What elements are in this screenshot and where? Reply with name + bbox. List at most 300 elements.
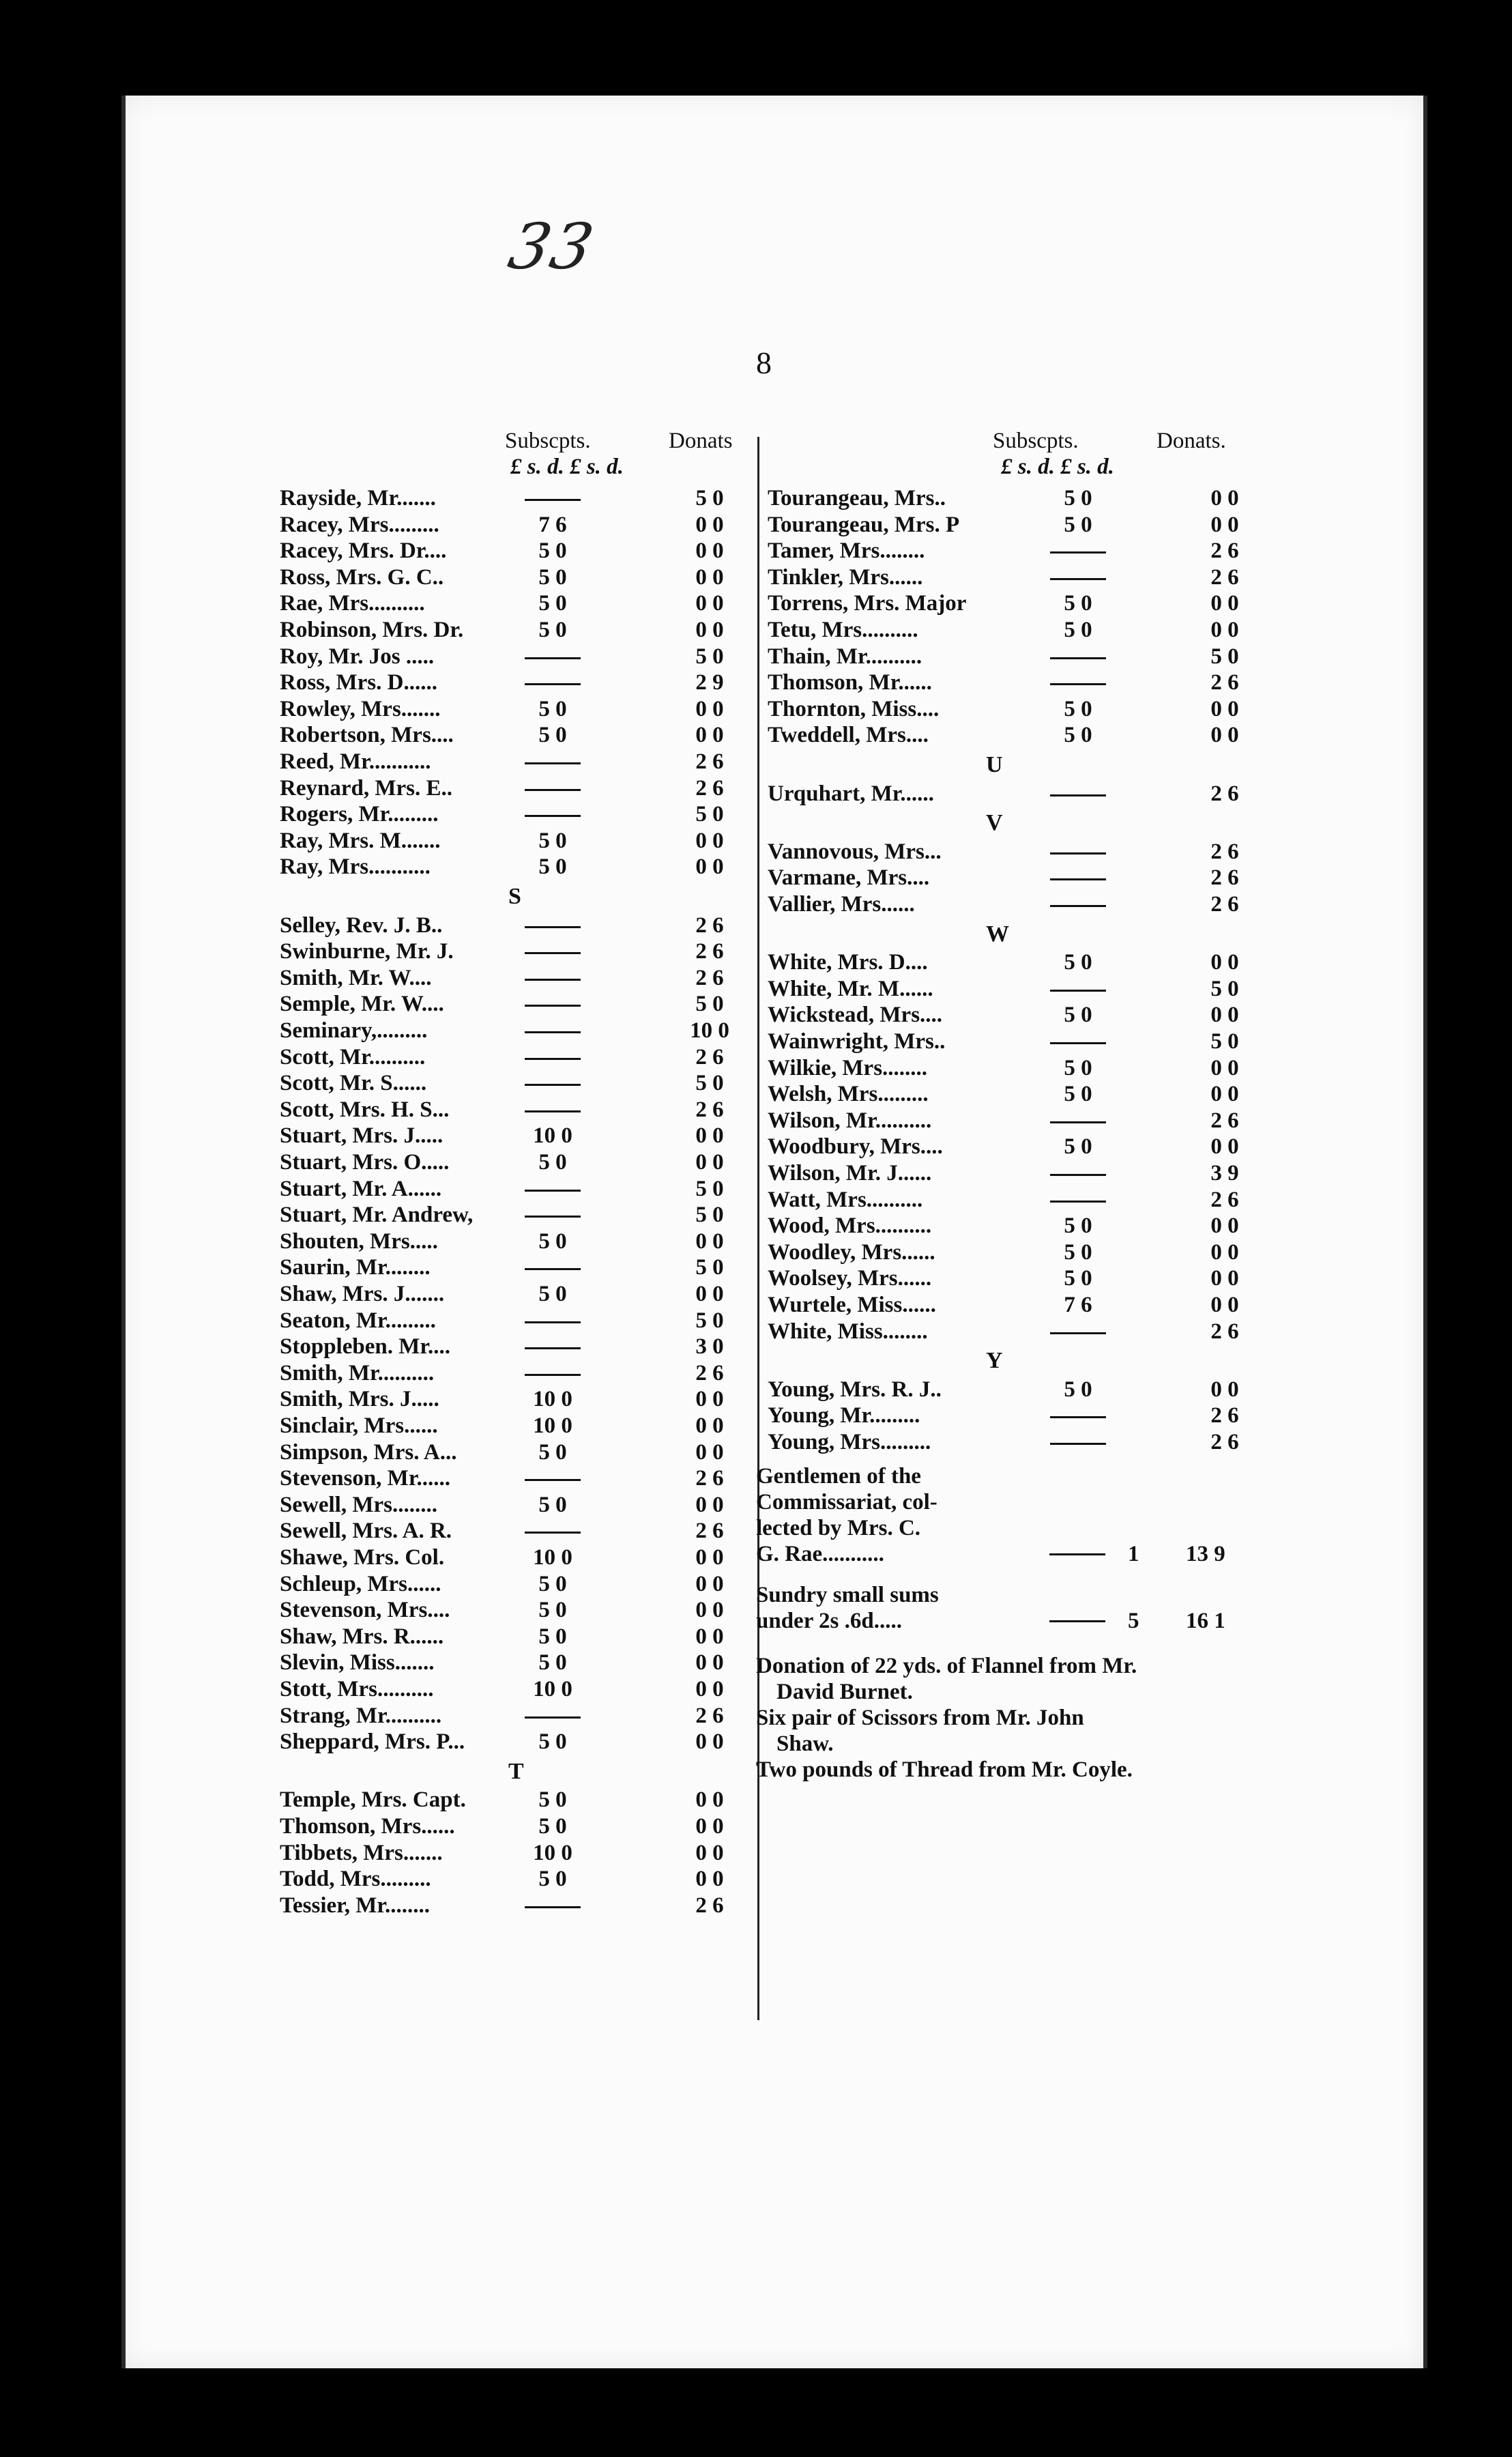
section-letter: V [986,810,1003,836]
subscriber-name: Tamer, Mrs........ [768,538,925,564]
donation-amount: 0 0 [695,1387,724,1412]
subscription-amount [505,1704,600,1729]
donation-amount: 0 0 [695,1228,724,1254]
subscriber-name: Tibbets, Mrs....... [280,1840,443,1865]
subscription-amount [505,1893,600,1919]
subscription-amount [505,992,600,1017]
subscriber-name: Reynard, Mrs. E.. [280,775,452,801]
subscription-amount [505,1334,600,1360]
subscription-amount: 5 0 [538,1624,567,1649]
donation-amount: 2 6 [695,913,724,938]
donation-amount: 2 6 [1210,865,1239,891]
subscription-amount [505,1071,600,1096]
blank-dash [1050,1174,1106,1176]
subscription-amount [1030,977,1126,1002]
subscriber-row [768,1082,1382,1108]
subscriber-name: Stevenson, Mrs.... [280,1598,450,1623]
blank-dash [525,762,581,764]
subscription-amount [505,1045,600,1070]
blank-dash [1050,1121,1106,1123]
subscriber-name: Tinkler, Mrs...... [768,564,923,590]
special-entry-line: Gentlemen of the [756,1463,921,1489]
subscription-amount: 5 0 [538,723,567,748]
subscriber-row [280,1787,894,1813]
subscriber-row [768,865,1382,891]
subscriber-name: White, Mr. M...... [768,976,933,1001]
subscription-amount: 5 0 [538,1787,567,1813]
donation-amount: 0 0 [695,1282,724,1306]
subscriber-row [280,1841,894,1867]
subscriber-row [768,892,1382,918]
blank-dash [525,1005,581,1007]
subscriber-row [768,839,1382,865]
subscriber-name: Smith, Mr. W.... [280,965,432,990]
subscription-amount [1030,565,1126,590]
subscriber-row [768,644,1382,670]
subscription-amount [1030,839,1126,865]
subscription-amount [1030,538,1126,564]
subscriber-name: Todd, Mrs......... [280,1867,431,1892]
blank-dash [525,1532,581,1534]
subscription-amount: 5 0 [538,1571,567,1596]
donation-amount: 2 6 [695,965,724,990]
blank-dash [1050,1042,1106,1044]
subscription-amount: 10 0 [533,1413,572,1438]
donation-amount: 0 0 [695,1729,724,1755]
subscriber-name: Wainwright, Mrs.. [768,1029,946,1054]
subscriber-row [768,1161,1382,1187]
special-entry-line: under 2s .6d..... [756,1608,902,1633]
note-line: David Burnet. [776,1679,913,1704]
subscription-amount: 5 0 [538,1598,567,1623]
donation-amount: 2 6 [695,749,724,774]
right-units-header: £ s. d. £ s. d. [1001,455,1114,479]
subscription-amount: 5 0 [538,1228,567,1254]
subscription-amount [1030,781,1126,807]
subscriber-row [768,1108,1382,1134]
subscription-amount: 5 0 [538,696,567,721]
note-line: Shaw. [776,1731,834,1756]
subscriber-name: Ray, Mrs........... [280,854,431,880]
subscriber-row [768,486,1382,512]
blank-dash [1050,1443,1106,1445]
subscriber-row [280,1867,894,1893]
donation-amount: 0 0 [1210,1213,1239,1239]
subscription-amount: 5 0 [538,1650,567,1676]
blank-dash [1050,1332,1106,1334]
blank-dash [525,1058,581,1060]
blank-dash [525,1110,581,1112]
donation-amount: 5 0 [695,992,724,1017]
blank-dash [1050,1201,1106,1203]
donation-amount: 0 0 [695,618,724,642]
special-donation: 16 1 [1186,1608,1225,1633]
donation-amount: 2 6 [1210,839,1239,864]
donation-amount: 0 0 [695,564,724,590]
donation-amount: 0 0 [695,1413,724,1438]
subscriber-row [768,1430,1382,1456]
subscription-amount: 5 0 [538,828,567,853]
donation-amount: 0 0 [695,1677,724,1701]
subscriber-name: Smith, Mrs. J..... [280,1387,439,1412]
subscriber-name: Tessier, Mr........ [280,1893,431,1918]
subscription-amount [1030,644,1126,670]
blank-dash [1050,878,1106,880]
donation-amount: 2 6 [1210,1187,1239,1212]
subscriber-name: Thain, Mr.......... [768,644,922,669]
subscriber-name: Racey, Mrs......... [280,512,439,537]
subscription-amount [505,1308,600,1334]
donation-amount: 2 6 [1210,564,1239,590]
subscription-amount: 5 0 [1064,1266,1092,1291]
subscription-amount [505,1203,600,1228]
subscriber-row [768,1319,1382,1345]
subscription-amount: 10 0 [533,1840,572,1865]
subscription-amount [1030,1188,1126,1213]
left-donations-header: Donats [669,429,733,453]
subscriber-name: Selley, Rev. J. B.. [280,913,443,938]
subscription-amount [505,1177,600,1202]
subscriber-name: Tetu, Mrs.......... [768,618,918,642]
subscriber-name: Urquhart, Mr...... [768,781,934,806]
subscriber-name: White, Mrs. D.... [768,950,928,975]
donation-amount: 0 0 [695,1123,724,1149]
subscription-amount: 5 0 [538,1867,567,1892]
donation-amount: 10 0 [690,1018,729,1043]
blank-dash [525,1084,581,1086]
blank-dash [1050,1416,1106,1418]
subscriber-row [768,1266,1382,1292]
special-entry-line: G. Rae........... [756,1541,884,1566]
blank-dash [1050,794,1106,796]
subscriber-name: Robinson, Mrs. Dr. [280,618,464,642]
donation-amount: 0 0 [695,696,724,721]
blank-dash [525,683,581,685]
donation-amount: 0 0 [1210,1293,1239,1317]
subscriber-name: Wurtele, Miss...... [768,1293,936,1317]
subscription-amount [1030,670,1126,695]
subscriber-name: Woolsey, Mrs...... [768,1266,932,1291]
special-entry-line: Sundry small sums [756,1582,939,1607]
subscription-amount [1030,892,1126,917]
blank-dash [525,1031,581,1033]
special-entry-line: Commissariat, col- [756,1489,937,1514]
subscriber-row [768,723,1382,749]
subscription-amount: 5 0 [538,618,567,642]
subscriber-name: Woodley, Mrs...... [768,1239,935,1265]
blank-dash [525,1906,581,1908]
subscription-amount: 5 0 [538,1439,567,1465]
subscription-amount: 10 0 [533,1545,572,1570]
subscription-amount: 5 0 [538,564,567,590]
blank-dash [525,979,581,981]
donation-amount: 0 0 [1210,1239,1239,1265]
subscription-amount [505,1519,600,1544]
donation-amount: 0 0 [1210,1266,1239,1291]
subscription-amount: 10 0 [533,1387,572,1412]
blank-dash [525,499,581,501]
subscriber-row [768,513,1382,538]
subscriber-name: Thomson, Mrs...... [280,1814,455,1839]
subscriber-name: Stuart, Mrs. J..... [280,1123,444,1149]
subscriber-row [768,1134,1382,1160]
donation-amount: 2 6 [1210,1430,1239,1454]
subscriber-row [280,749,894,775]
subscriber-name: Thornton, Miss.... [768,696,940,721]
subscriber-name: Stoppleben. Mr.... [280,1334,450,1360]
blank-dash [1049,1553,1105,1555]
subscriber-name: Torrens, Mrs. Major [768,591,967,616]
donation-amount: 0 0 [1210,696,1239,721]
subscriber-name: Stuart, Mr. Andrew, [280,1203,474,1228]
subscription-amount: 5 0 [1064,591,1092,616]
subscriber-name: Young, Mrs......... [768,1430,931,1454]
donation-amount: 0 0 [695,591,724,616]
subscriber-name: Vallier, Mrs...... [768,892,915,917]
donation-amount: 0 0 [695,723,724,748]
subscriber-name: Wood, Mrs.......... [768,1213,932,1239]
page-number: 8 [756,345,772,380]
subscriber-row [768,697,1382,723]
subscription-amount: 5 0 [1064,1003,1092,1028]
donation-amount: 0 0 [1210,950,1239,975]
donation-amount: 0 0 [1210,1082,1239,1107]
subscriber-row [768,670,1382,696]
subscription-amount: 5 0 [1064,950,1092,975]
donation-amount: 0 0 [1210,1055,1239,1080]
subscription-amount [1030,1108,1126,1134]
subscriber-name: Semple, Mr. W.... [280,992,444,1017]
subscriber-name: Robertson, Mrs.... [280,723,454,748]
blank-dash [525,952,581,954]
subscription-amount: 5 0 [1064,1239,1092,1265]
donation-amount: 2 6 [1210,670,1239,695]
subscriber-name: Scott, Mrs. H. S... [280,1097,450,1122]
donation-amount: 0 0 [1210,1377,1239,1402]
note-line: Donation of 22 yds. of Flannel from Mr. [756,1653,1137,1678]
subscription-amount [1030,865,1126,891]
donation-amount: 5 0 [695,1203,724,1228]
subscription-amount [1030,1430,1126,1455]
donation-amount: 2 6 [695,1519,724,1544]
subscriber-row [768,1403,1382,1429]
donation-amount: 5 0 [695,1255,724,1280]
blank-dash [525,1716,581,1719]
blank-dash [1050,852,1106,854]
special-entry-line: lected by Mrs. C. [756,1515,921,1540]
subscriber-row [768,977,1382,1003]
subscriber-name: Reed, Mr........... [280,749,431,774]
subscription-amount [1030,1403,1126,1428]
blank-dash [525,1374,581,1376]
subscriber-name: Varmane, Mrs.... [768,865,930,891]
subscriber-name: Roy, Mr. Jos ..... [280,644,435,669]
donation-amount: 0 0 [695,828,724,853]
donation-amount: 5 0 [1210,644,1239,669]
donation-amount: 0 0 [695,1624,724,1649]
donation-amount: 2 6 [695,1466,724,1491]
donation-amount: 2 6 [1210,538,1239,564]
blank-dash [525,1190,581,1192]
subscription-amount: 5 0 [1064,1377,1092,1402]
donation-amount: 2 6 [1210,1319,1239,1344]
subscriber-row [768,1029,1382,1055]
subscriber-name: Rae, Mrs.......... [280,591,425,616]
subscription-amount [505,1097,600,1123]
donation-amount: 3 0 [695,1334,724,1360]
donation-amount: 5 0 [1210,976,1239,1001]
donation-amount: 5 0 [695,1308,724,1333]
donation-amount: 2 6 [695,939,724,964]
subscriber-name: Shaw, Mrs. R...... [280,1624,444,1649]
subscription-amount: 5 0 [1064,696,1092,721]
subscription-amount [1030,1319,1126,1345]
donation-amount: 0 0 [695,1150,724,1175]
donation-amount: 0 0 [1210,486,1239,511]
subscriber-name: Sewell, Mrs. A. R. [280,1519,452,1544]
page-left-edge [121,96,126,2368]
subscription-amount [1030,1029,1126,1054]
subscriber-name: Young, Mrs. R. J.. [768,1377,942,1402]
special-entry [756,1463,1275,1567]
section-letter: S [508,884,521,909]
subscriber-name: Rogers, Mr......... [280,802,439,827]
subscription-amount: 5 0 [1064,1134,1092,1160]
donation-amount: 0 0 [695,1598,724,1623]
subscriber-name: Shawe, Mrs. Col. [280,1545,445,1570]
donation-amount: 2 6 [1210,1403,1239,1428]
subscriber-name: Stuart, Mr. A...... [280,1176,442,1201]
subscription-amount: 5 0 [1064,486,1092,511]
blank-dash [525,926,581,928]
subscriber-row [768,1188,1382,1213]
subscription-amount [1030,1161,1126,1186]
subscriber-row [768,591,1382,617]
subscription-amount [505,1466,600,1491]
subscription-amount: 5 0 [1064,512,1092,537]
subscription-amount: 5 0 [538,591,567,616]
subscription-amount: 5 0 [1064,1055,1092,1080]
subscription-amount [505,749,600,775]
subscriber-name: Vannovous, Mrs... [768,839,942,864]
donation-amount: 5 0 [695,644,724,669]
blank-dash [525,1268,581,1270]
blank-dash [525,815,581,817]
blank-dash [525,1216,581,1218]
subscription-amount: 10 0 [533,1677,572,1701]
donation-amount: 2 9 [695,670,724,695]
subscriber-row [768,950,1382,976]
subscription-amount: 5 0 [538,1814,567,1839]
subscriber-name: Stott, Mrs.......... [280,1677,434,1701]
subscriber-name: Stuart, Mrs. O..... [280,1150,450,1175]
subscription-amount: 5 0 [538,1729,567,1755]
subscriber-name: Tourangeau, Mrs. P [768,512,960,537]
donation-amount: 0 0 [695,1814,724,1839]
subscriber-name: Rayside, Mr....... [280,486,436,511]
subscription-amount [505,913,600,938]
subscriber-row [768,1240,1382,1266]
subscriber-name: Sinclair, Mrs...... [280,1413,438,1438]
donation-amount: 3 9 [1210,1161,1239,1186]
subscriber-row [768,538,1382,564]
right-subscriptions-header: Subscpts. [993,429,1079,453]
subscription-amount: 10 0 [533,1123,572,1149]
donation-amount: 0 0 [695,538,724,564]
left-units-header: £ s. d. £ s. d. [510,455,624,479]
subscriber-name: White, Miss........ [768,1319,928,1344]
subscriber-name: Shaw, Mrs. J....... [280,1282,445,1306]
subscription-amount: 5 0 [1064,618,1092,642]
subscriber-name: Scott, Mr.......... [280,1044,426,1069]
left-subscriptions-header: Subscpts. [505,429,591,453]
subscriber-row [768,565,1382,591]
subscription-amount: 5 0 [538,1282,567,1306]
donation-amount: 0 0 [695,512,724,537]
blank-dash [525,1347,581,1349]
section-letter: U [986,752,1003,777]
donation-amount: 0 0 [1210,512,1239,537]
donation-amount: 0 0 [1210,618,1239,642]
page-right-edge [1423,96,1427,2368]
subscription-amount: 5 0 [1064,1082,1092,1107]
subscriber-name: Seaton, Mr......... [280,1308,436,1333]
subscriber-name: Wickstead, Mrs.... [768,1003,943,1028]
donation-amount: 0 0 [695,854,724,880]
donation-amount: 2 6 [1210,1108,1239,1133]
donation-amount: 2 6 [695,1703,724,1728]
donation-amount: 5 0 [695,486,724,511]
subscriber-name: Sewell, Mrs........ [280,1492,437,1517]
subscriber-name: Tourangeau, Mrs.. [768,486,946,511]
subscription-amount [505,486,600,511]
donation-amount: 0 0 [695,1545,724,1570]
donation-amount: 0 0 [1210,1134,1239,1160]
handwritten-number: 33 [502,210,601,283]
note-line: Six pair of Scissors from Mr. John [756,1705,1084,1730]
donation-amount: 2 6 [1210,892,1239,917]
subscriber-name: Ray, Mrs. M....... [280,828,441,853]
subscriber-name: Smith, Mr.......... [280,1360,435,1385]
donation-amount: 0 0 [695,1571,724,1596]
donation-amount: 0 0 [1210,1003,1239,1028]
donation-amount: 0 0 [695,1650,724,1676]
subscriber-name: Seminary,......... [280,1018,428,1043]
subscriber-name: Swinburne, Mr. J. [280,939,454,964]
donation-amount: 2 6 [695,1044,724,1069]
subscriber-name: Ross, Mrs. G. C.. [280,564,444,590]
donation-amount: 0 0 [1210,591,1239,616]
subscription-amount: 7 6 [1064,1293,1092,1317]
donation-amount: 0 0 [695,1840,724,1865]
subscriber-name: Young, Mr......... [768,1403,920,1428]
subscriber-row [768,781,1382,807]
subscriber-name: Rowley, Mrs....... [280,696,441,721]
subscriber-name: Schleup, Mrs...... [280,1571,441,1596]
subscription-amount: 5 0 [538,854,567,880]
subscriber-name: Wilson, Mr. J...... [768,1161,932,1186]
subscription-amount [505,1255,600,1280]
subscriber-row [280,1893,894,1919]
subscription-amount: 7 6 [538,512,567,537]
special-entry [756,1582,1275,1634]
special-donation: 13 9 [1186,1541,1225,1566]
blank-dash [1050,683,1106,685]
subscriber-name: Strang, Mr.......... [280,1703,442,1728]
section-letter: W [986,921,1009,947]
subscriber-row [768,1213,1382,1239]
subscriber-name: Stevenson, Mr...... [280,1466,450,1491]
